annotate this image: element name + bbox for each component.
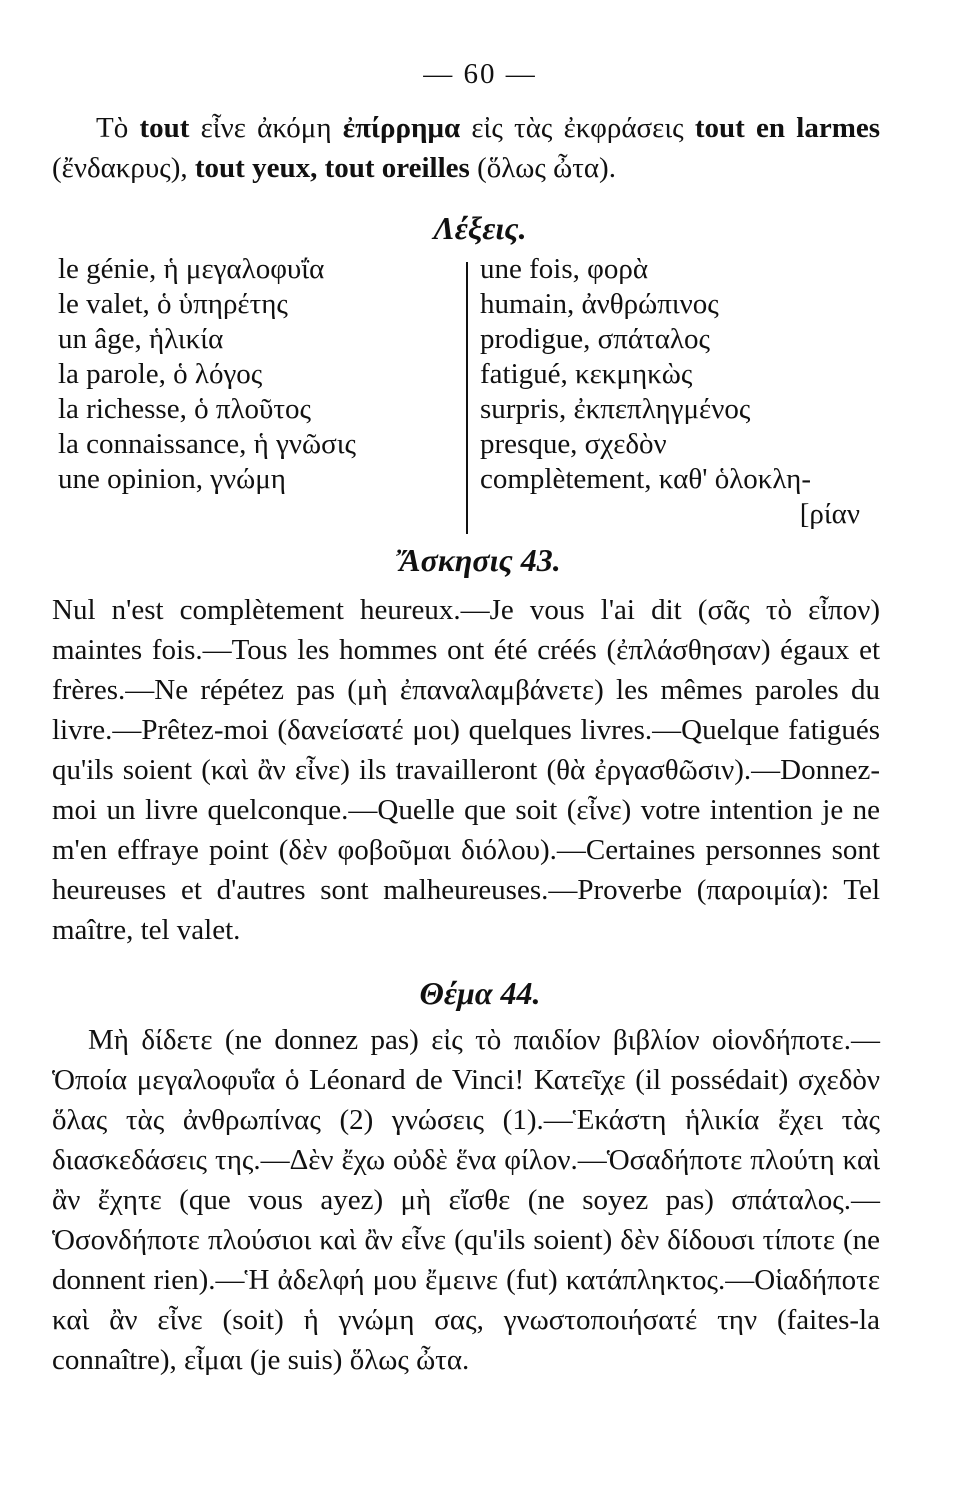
intro-bold-2: ἐπίρρημα: [342, 112, 461, 144]
theme-text: Μὴ δίδετε (ne donnez pas) εἰς τὸ παιδίον βιβλίον οἱονδήποτε.—Ὁποία μεγαλοφυΐα ὁ Léonard de Vinci! Κατεῖχε (il possédait) σχεδὸν ὅλας τὰς ἀνθρωπίνας (2) γνώσεις (1).—Ἑκάστη ἡλικία ἔχει τὰς διασκεδάσεις της.—Δὲν ἔχω οὐδὲ ἕνα φίλον.—Ὁσαδήποτε πλούτη καὶ ἂν ἔχητε (que vous ayez) μὴ εἴσθε (ne soyez pas) σπάταλος.—Ὁσονδήποτε πλούσιοι καὶ ἂν εἶνε (qu'ils soient) δὲν δίδουσι τίποτε (ne donnent rien).—Ἡ ἀδελφή μου ἔμεινε (fut) κατάπληκτος.—Οἱαδήποτε καὶ ἂν εἶνε (soit) ἡ γνώμη σας, γνωστοποιήσατέ την (faites-la connaître), εἶμαι (je suis) ὅλως ὦτα.: [52, 1024, 880, 1376]
vocab-left-column: [58, 252, 460, 497]
vocab-left-item: un âge, ἡλικία: [58, 323, 224, 355]
vocab-right-item: surpris, ἐκπεπληγμένος: [480, 393, 751, 425]
intro-text-5: (ὅλως ὦτα).: [469, 152, 616, 184]
vocab-right-item: presque, σχεδὸν: [480, 428, 667, 460]
intro-text-1: Τὸ: [96, 112, 140, 144]
intro-bold-4: tout yeux, tout oreilles: [194, 152, 470, 184]
exercise-heading: Ἄσκησις 43.: [399, 542, 561, 578]
vocab-left-item: la richesse, ὁ πλοῦτος: [58, 393, 312, 425]
column-divider: [466, 262, 468, 534]
vocab-right-item: humain, ἀνθρώπινος: [480, 288, 719, 320]
vocab-left-item: la parole, ὁ λόγος: [58, 358, 263, 390]
vocab-left-item: une opinion, γνώμη: [58, 463, 286, 495]
intro-text-4: (ἔνδακρυς),: [52, 152, 195, 184]
intro-text-2: εἶνε ἀκόμη: [189, 112, 343, 144]
vocab-left-item: le valet, ὁ ὑπηρέτης: [58, 288, 288, 320]
vocab-right-column: [480, 252, 920, 532]
page-number: — 60 —: [423, 58, 537, 90]
vocab-heading: Λέξεις.: [433, 210, 527, 246]
vocab-right-item: une fois, φορὰ: [480, 253, 649, 285]
exercise-text: Nul n'est complètement heureux.—Je vous l'ai dit (σᾶς τὸ εἶπον) maintes fois.—Tous les hommes ont été créés (ἐπλάσθησαν) égaux et frères.—Ne répétez pas (μὴ ἐπαναλαμβάνετε) les mêmes paroles du livre.—Prêtez-moi (δανείσατέ μοι) quelques livres.—Quelque fatigués qu'ils soient (καὶ ἂν εἶνε) ils travailleront (θὰ ἐργασθῶσιν).—Donnez-moi un livre quelconque.—Quelle que soit (εἶνε) votre intention je ne m'en effraye point (δὲν φοβοῦμαι διόλου).—Certaines personnes sont heureuses et d'autres sont malheureuses.—Proverbe (παροιμία): Tel maître, tel valet.: [52, 594, 880, 946]
vocab-right-item: prodigue, σπάταλος: [480, 323, 710, 355]
vocab-continuation: [ρίαν: [799, 498, 860, 530]
intro-paragraph: [52, 108, 880, 188]
intro-bold-3: tout en larmes: [694, 112, 881, 144]
vocab-right-item: complètement, καθ' ὁλοκλη-: [480, 463, 811, 495]
vocab-left-item: le génie, ἡ μεγαλοφυΐα: [58, 253, 325, 285]
intro-bold-1: tout: [139, 112, 190, 144]
intro-text-3: εἰς τὰς ἐκφράσεις: [460, 112, 695, 144]
vocab-right-item: fatigué, κεκμηκὼς: [480, 358, 693, 390]
vocab-left-item: la connaissance, ἡ γνῶσις: [58, 428, 357, 460]
theme-heading: Θέμα 44.: [419, 975, 541, 1011]
